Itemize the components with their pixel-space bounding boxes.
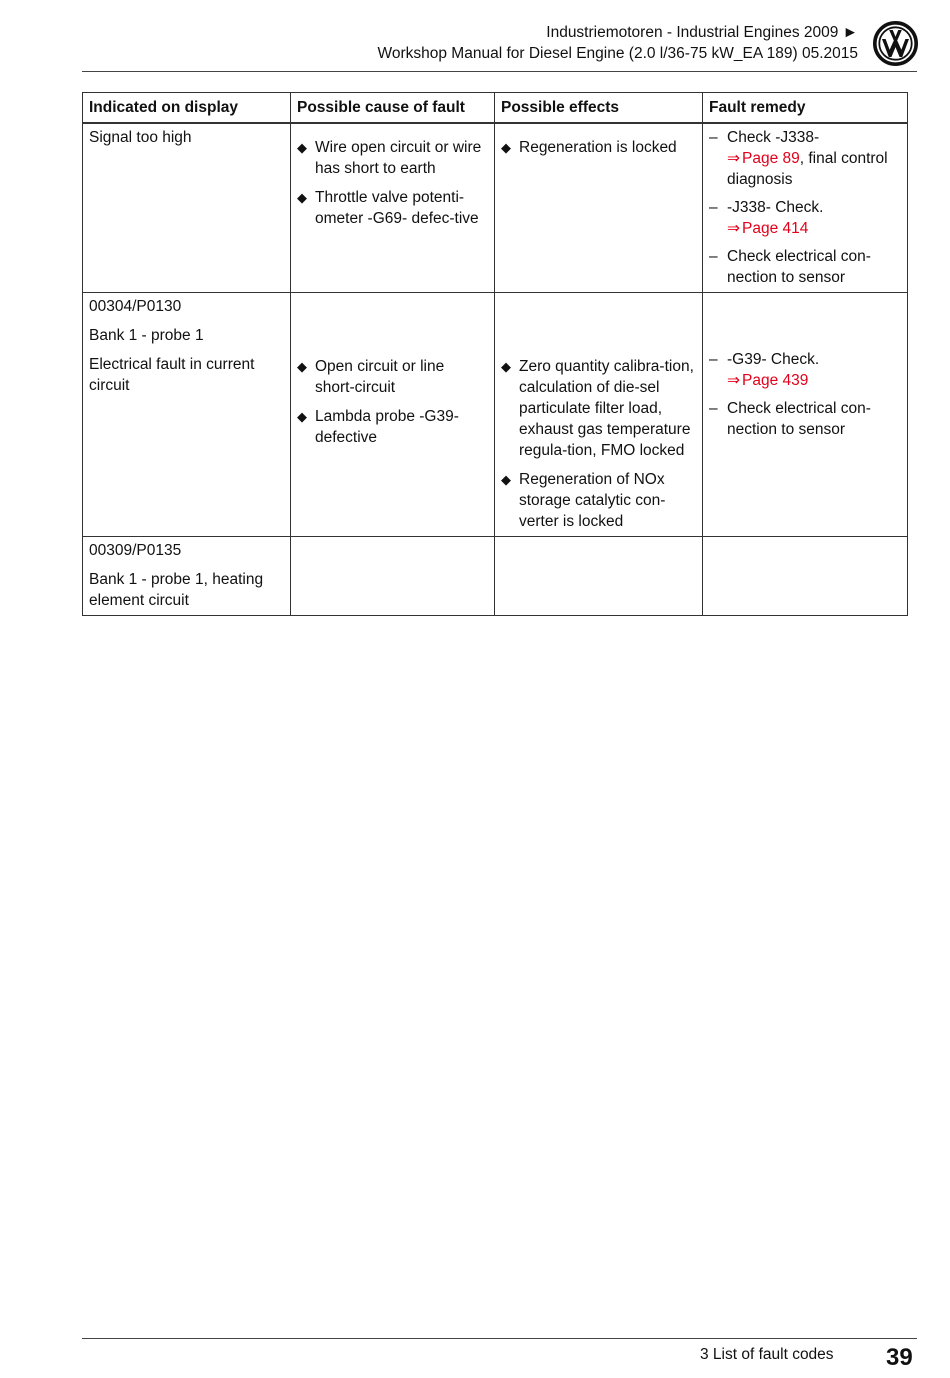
- dash-icon: –: [709, 351, 718, 368]
- remedy-list: [709, 349, 901, 440]
- display-text: 00304/P0130: [89, 298, 182, 315]
- list-item: [709, 398, 901, 440]
- bullet-icon: ◆: [501, 140, 511, 155]
- list-item: [709, 246, 901, 288]
- header-title: Industriemotoren - Industrial Engines 2009 ►: [546, 24, 858, 41]
- arrow-icon: ⇒: [727, 150, 740, 167]
- list-item: [501, 356, 696, 461]
- remedy-text: Check electrical con-nection to sensor: [727, 400, 871, 438]
- display-text: Bank 1 - probe 1, heating element circuit: [89, 571, 264, 609]
- remedy-list: [709, 127, 901, 288]
- list-item: [709, 349, 901, 391]
- bullet-icon: ◆: [501, 472, 511, 487]
- table-row: [83, 123, 908, 293]
- dash-icon: –: [709, 400, 718, 417]
- cause-list: [297, 137, 488, 229]
- remedy-cell: [703, 293, 908, 537]
- cause-text: Open circuit or line short-circuit: [315, 358, 445, 396]
- remedy-text: -J338- Check.: [727, 199, 824, 216]
- footer-divider: [82, 1338, 917, 1339]
- list-item: [709, 127, 901, 190]
- display-text: 00309/P0135: [89, 542, 182, 559]
- page-link[interactable]: [727, 220, 808, 237]
- display-cell: [83, 293, 291, 537]
- list-item: [297, 187, 488, 229]
- column-header-display: Indicated on display: [83, 93, 291, 124]
- effect-text: Zero quantity calibra-tion, calculation of die-sel particulate filter load, exhaust gas temperature regula-tion, FMO locked: [519, 358, 694, 459]
- column-header-effects: Possible effects: [495, 93, 703, 124]
- list-item: [297, 356, 488, 398]
- cause-cell: [291, 293, 495, 537]
- table-row: [83, 537, 908, 616]
- display-text: Electrical fault in current circuit: [89, 356, 255, 394]
- bullet-icon: ◆: [297, 359, 307, 374]
- page-link[interactable]: [727, 150, 800, 167]
- remedy-text: Check electrical con-nection to sensor: [727, 248, 871, 286]
- list-item: [501, 137, 696, 158]
- effects-cell: [495, 123, 703, 293]
- display-text: Signal too high: [89, 129, 192, 146]
- remedy-cell: [703, 123, 908, 293]
- vw-logo-icon: [873, 21, 918, 66]
- effects-list: [501, 356, 696, 532]
- effects-cell: [495, 293, 703, 537]
- footer-chapter: 3 List of fault codes: [700, 1346, 834, 1363]
- bullet-icon: ◆: [297, 190, 307, 205]
- header-divider: [82, 71, 917, 72]
- arrow-icon: ⇒: [727, 372, 740, 389]
- display-text: Bank 1 - probe 1: [89, 327, 204, 344]
- cause-text: Throttle valve potenti-ometer -G69- defec-tive: [315, 189, 479, 227]
- bullet-icon: ◆: [297, 140, 307, 155]
- cause-cell: [291, 537, 495, 616]
- display-cell: [83, 123, 291, 293]
- list-item: [297, 137, 488, 179]
- bullet-icon: ◆: [501, 359, 511, 374]
- dash-icon: –: [709, 199, 718, 216]
- column-header-cause: Possible cause of fault: [291, 93, 495, 124]
- cause-text: Lambda probe -G39-defective: [315, 408, 459, 446]
- remedy-text: -G39- Check.: [727, 351, 820, 368]
- page-link-label: Page 439: [742, 372, 809, 389]
- page-link[interactable]: [727, 372, 808, 389]
- list-item: [297, 406, 488, 448]
- header-subtitle: Workshop Manual for Diesel Engine (2.0 l/36-75 kW_EA 189) 05.2015: [377, 45, 858, 62]
- effects-list: [501, 137, 696, 158]
- cause-cell: [291, 123, 495, 293]
- cause-text: Wire open circuit or wire has short to earth: [315, 139, 482, 177]
- dash-icon: –: [709, 129, 718, 146]
- bullet-icon: ◆: [297, 409, 307, 424]
- effect-text: Regeneration is locked: [519, 139, 677, 156]
- effect-text: Regeneration of NOx storage catalytic con-verter is locked: [519, 471, 666, 530]
- table-row: [83, 293, 908, 537]
- column-header-remedy: Fault remedy: [703, 93, 908, 124]
- list-item: [501, 469, 696, 532]
- effects-cell: [495, 537, 703, 616]
- dash-icon: –: [709, 248, 718, 265]
- display-cell: [83, 537, 291, 616]
- remedy-text: Check -J338-: [727, 129, 820, 146]
- remedy-text: , final control diagnosis: [727, 150, 888, 188]
- remedy-cell: [703, 537, 908, 616]
- table-header-row: [83, 93, 908, 124]
- fault-table: [82, 92, 908, 616]
- list-item: [709, 197, 901, 239]
- page-link-label: Page 89: [742, 150, 800, 167]
- page-number: 39: [886, 1344, 913, 1371]
- arrow-icon: ⇒: [727, 220, 740, 237]
- cause-list: [297, 356, 488, 448]
- page-link-label: Page 414: [742, 220, 809, 237]
